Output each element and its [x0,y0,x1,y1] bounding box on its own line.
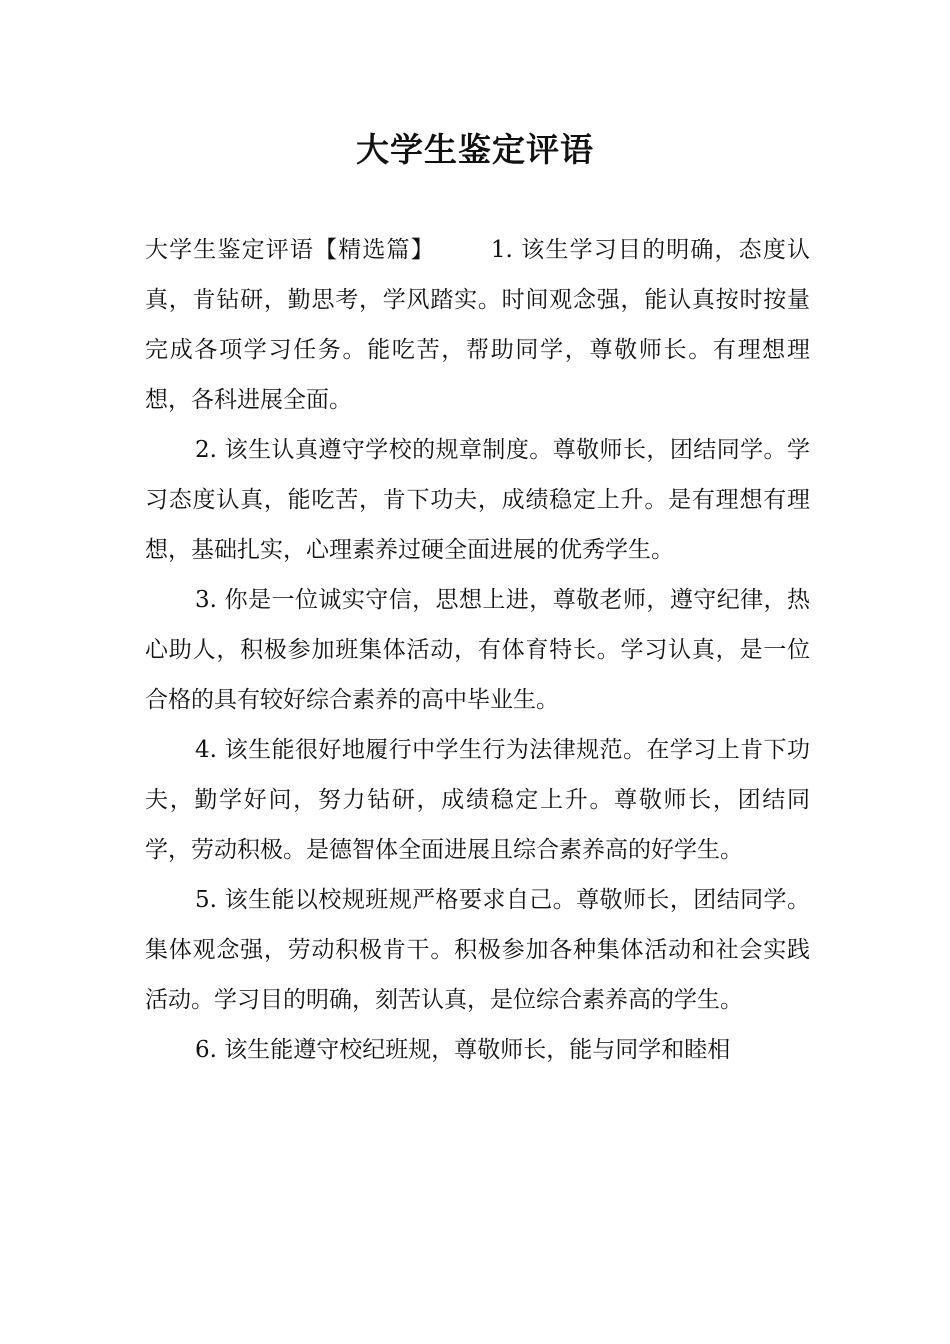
paragraph-3: 3. 你是一位诚实守信，思想上进，尊敬老师，遵守纪律，热心助人，积极参加班集体活动，有体育特长。学习认真，是一位合格的具有较好综合素养的高中毕业生。 [145,587,810,713]
intro-heading: 大学生鉴定评语【精选篇】 [145,237,435,263]
paragraph-6: 6. 该生能遵守校纪班规，尊敬师长，能与同学和睦相 [195,1037,731,1063]
document-body [145,225,810,1075]
paragraph-5: 5. 该生能以校规班规严格要求自己。尊敬师长，团结同学。集体观念强，劳动积极肯干。积极参加各种集体活动和社会实践活动。学习目的明确，刻苦认真，是位综合素养高的学生。 [145,887,810,1013]
document-title: 大学生鉴定评语 [356,130,594,169]
paragraph-1-text: 1. 该生学习目的明确，态度认真，肯钻研，勤思考，学风踏实。时间观念强，能认真按时按量完成各项学习任务。能吃苦，帮助同学，尊敬师长。有理想理想，各科进展全面。 [145,237,810,413]
paragraph-2: 2. 该生认真遵守学校的规章制度。尊敬师长，团结同学。学习态度认真，能吃苦，肯下功夫，成绩稳定上升。是有理想有理想，基础扎实，心理素养过硬全面进展的优秀学生。 [145,437,810,563]
paragraph-4: 4. 该生能很好地履行中学生行为法律规范。在学习上肯下功夫，勤学好问，努力钻研，成绩稳定上升。尊敬师长，团结同学，劳动积极。是德智体全面进展且综合素养高的好学生。 [145,737,810,863]
paragraph-1 [145,225,810,425]
